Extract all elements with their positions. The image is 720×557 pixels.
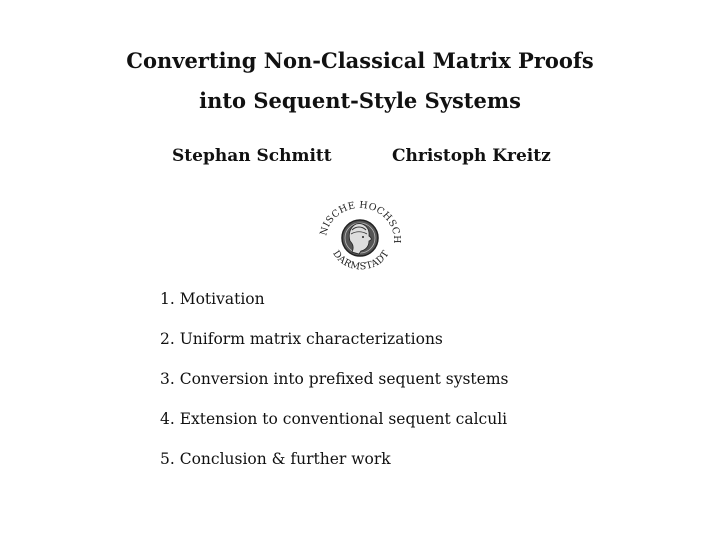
author-stephan-schmitt: Stephan Schmitt — [172, 146, 332, 166]
outline-item-motivation: 1. Motivation — [160, 290, 265, 308]
title-line-1: Converting Non-Classical Matrix Proofs — [126, 48, 594, 73]
seal-text-top: NISCHE HOCHSCH — [318, 199, 403, 245]
author-christoph-kreitz: Christoph Kreitz — [392, 146, 551, 166]
outline-item-matrix-characterizations: 2. Uniform matrix characterizations — [160, 330, 443, 348]
seal-text-bottom: DARMSTADT — [330, 248, 392, 273]
title-line-2: into Sequent-Style Systems — [199, 88, 521, 113]
outline-item-extension: 4. Extension to conventional sequent calculi — [160, 410, 508, 428]
outline-item-conclusion: 5. Conclusion & further work — [160, 450, 391, 468]
university-seal-icon — [312, 194, 408, 280]
outline-list — [160, 286, 508, 486]
outline-item-conversion: 3. Conversion into prefixed sequent systems — [160, 370, 509, 388]
